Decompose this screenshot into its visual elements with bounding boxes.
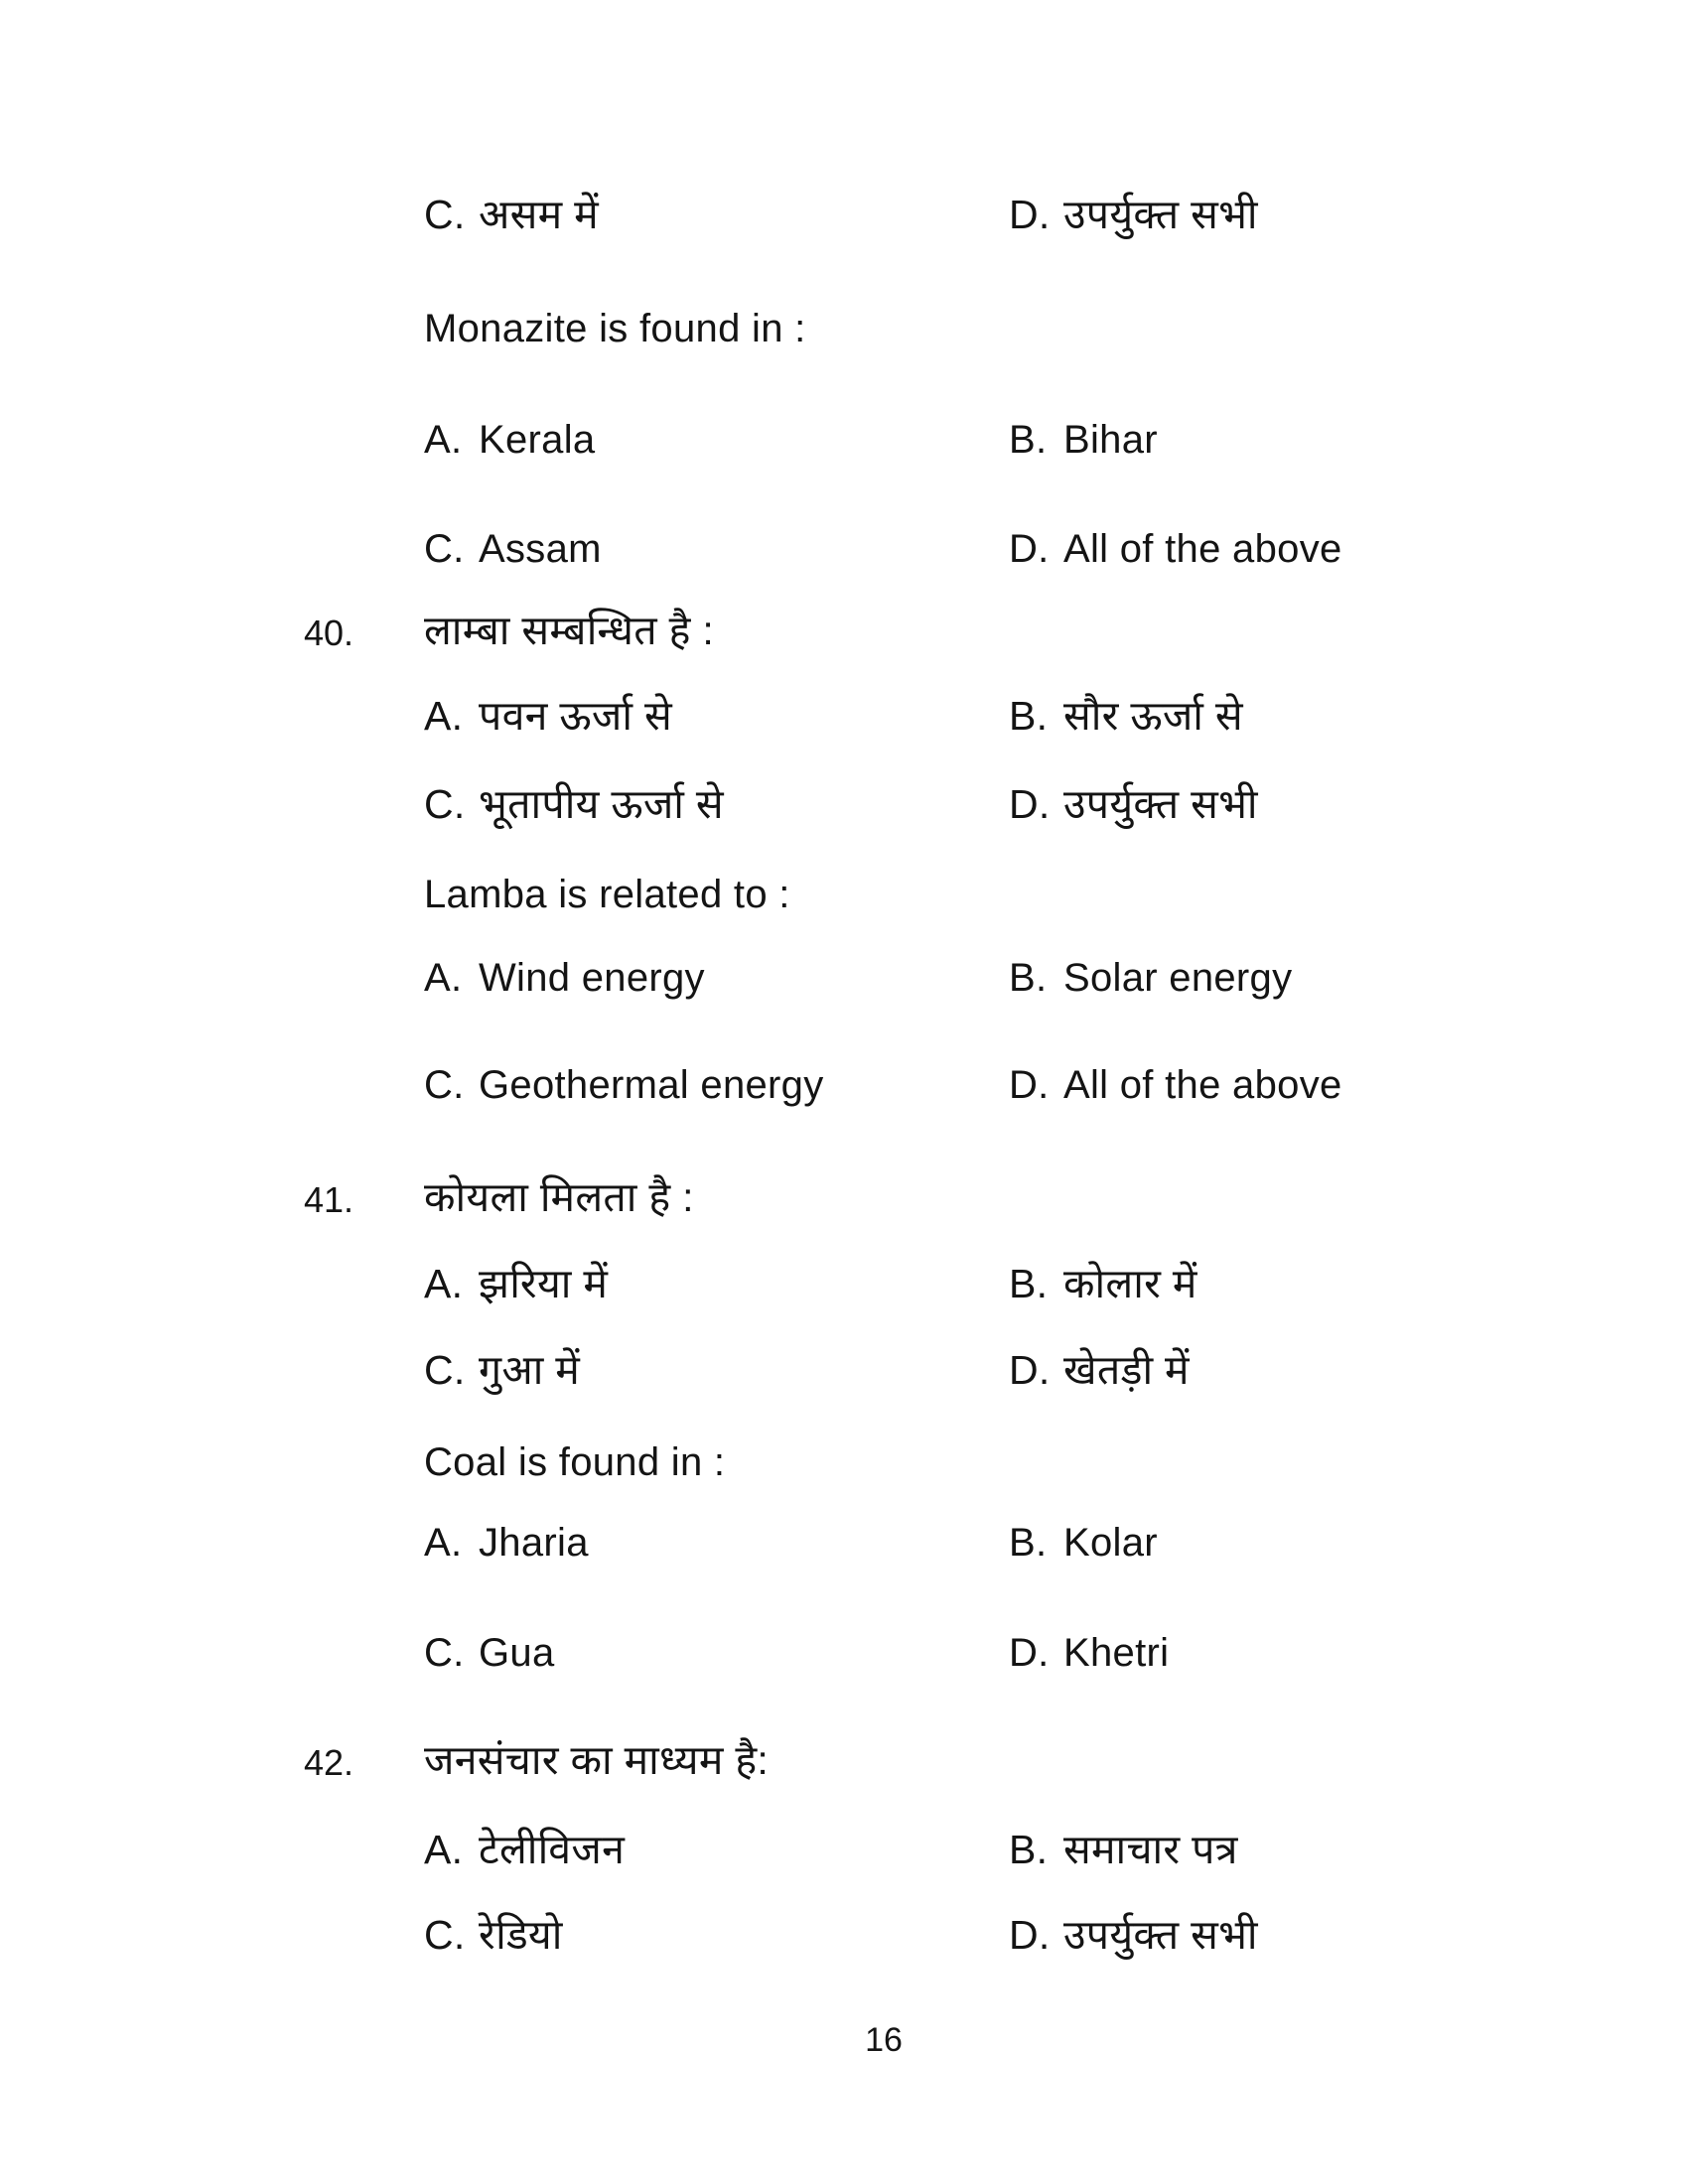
option-letter: C. — [424, 781, 466, 827]
option-letter: A. — [424, 956, 463, 1000]
option-hindi-d — [1009, 192, 1258, 238]
question-hindi-40: लाम्बा सम्बन्धित है : — [424, 608, 715, 653]
option-letter: D. — [1009, 1347, 1051, 1393]
question-hindi-41: कोयला मिलता है : — [424, 1174, 694, 1220]
option-letter: A. — [424, 418, 463, 462]
question-english-monazite: Monazite is found in : — [424, 307, 806, 350]
option-text: कोलार में — [1063, 1261, 1197, 1306]
option-english-a — [424, 1520, 589, 1566]
option-text: पवन ऊर्जा से — [479, 693, 672, 739]
option-letter: C. — [424, 1063, 465, 1107]
option-letter: D. — [1009, 781, 1051, 827]
page-number: 16 — [865, 2021, 903, 2059]
question-english-coal: Coal is found in : — [424, 1440, 726, 1484]
option-letter: C. — [424, 192, 466, 237]
option-text: All of the above — [1063, 527, 1342, 571]
option-text: Khetri — [1063, 1631, 1170, 1675]
option-hindi-d — [1009, 781, 1258, 828]
option-letter: B. — [1009, 956, 1048, 1000]
option-letter: D. — [1009, 1063, 1050, 1107]
option-english-a — [424, 417, 595, 463]
option-text: उपर्युक्त सभी — [1063, 1912, 1258, 1958]
question-english-lamba: Lamba is related to : — [424, 873, 790, 916]
option-letter: B. — [1009, 693, 1049, 739]
option-english-c — [424, 1062, 824, 1108]
option-letter: C. — [424, 1347, 466, 1393]
option-english-b — [1009, 1520, 1158, 1566]
option-letter: B. — [1009, 1521, 1048, 1565]
option-text: गुआ में — [479, 1347, 581, 1393]
option-letter: D. — [1009, 527, 1050, 571]
question-number-41: 41. — [304, 1179, 354, 1220]
option-letter: D. — [1009, 192, 1051, 237]
option-letter: C. — [424, 1631, 465, 1675]
option-text: सौर ऊर्जा से — [1063, 693, 1243, 739]
option-hindi-c — [424, 781, 724, 828]
option-letter: A. — [424, 693, 464, 739]
option-letter: D. — [1009, 1912, 1051, 1958]
option-text: असम में — [479, 192, 599, 237]
option-letter: C. — [424, 527, 465, 571]
option-text: Solar energy — [1063, 956, 1293, 1000]
option-text: Kolar — [1063, 1521, 1158, 1565]
option-hindi-d — [1009, 1912, 1258, 1959]
option-english-c — [424, 526, 602, 572]
option-letter: B. — [1009, 1827, 1049, 1872]
option-hindi-a — [424, 1827, 625, 1873]
option-text: समाचार पत्र — [1063, 1827, 1238, 1872]
option-english-c — [424, 1630, 555, 1676]
option-letter: B. — [1009, 1261, 1049, 1306]
option-text: Wind energy — [479, 956, 705, 1000]
question-number-42: 42. — [304, 1742, 354, 1783]
option-text: Bihar — [1063, 418, 1158, 462]
option-hindi-c — [424, 1912, 563, 1959]
option-text: झरिया में — [479, 1261, 609, 1306]
option-hindi-b — [1009, 1261, 1197, 1307]
option-english-b — [1009, 417, 1158, 463]
option-letter: D. — [1009, 1631, 1050, 1675]
option-text: Kerala — [479, 418, 596, 462]
option-hindi-c — [424, 1347, 580, 1394]
option-english-d — [1009, 526, 1342, 572]
option-letter: C. — [424, 1912, 466, 1958]
option-text: Gua — [479, 1631, 555, 1675]
option-hindi-c — [424, 192, 599, 238]
option-english-d — [1009, 1062, 1342, 1108]
option-hindi-a — [424, 693, 672, 740]
option-letter: A. — [424, 1521, 463, 1565]
option-hindi-b — [1009, 693, 1243, 740]
option-text: Geothermal energy — [479, 1063, 824, 1107]
option-text: भूतापीय ऊर्जा से — [479, 781, 724, 827]
option-text: उपर्युक्त सभी — [1063, 192, 1258, 237]
option-text: खेतड़ी में — [1063, 1347, 1190, 1393]
option-english-d — [1009, 1630, 1169, 1676]
option-english-b — [1009, 955, 1292, 1001]
question-hindi-42: जनसंचार का माध्यम है: — [424, 1737, 770, 1783]
option-letter: A. — [424, 1827, 464, 1872]
option-hindi-d — [1009, 1347, 1190, 1394]
option-hindi-a — [424, 1261, 608, 1307]
option-text: Assam — [479, 527, 602, 571]
option-text: Jharia — [479, 1521, 589, 1565]
option-letter: B. — [1009, 418, 1048, 462]
option-hindi-b — [1009, 1827, 1238, 1873]
question-number-40: 40. — [304, 613, 354, 653]
option-text: टेलीविजन — [479, 1827, 626, 1872]
option-text: रेडियो — [479, 1912, 563, 1958]
option-text: All of the above — [1063, 1063, 1342, 1107]
option-english-a — [424, 955, 705, 1001]
option-text: उपर्युक्त सभी — [1063, 781, 1258, 827]
option-letter: A. — [424, 1261, 464, 1306]
